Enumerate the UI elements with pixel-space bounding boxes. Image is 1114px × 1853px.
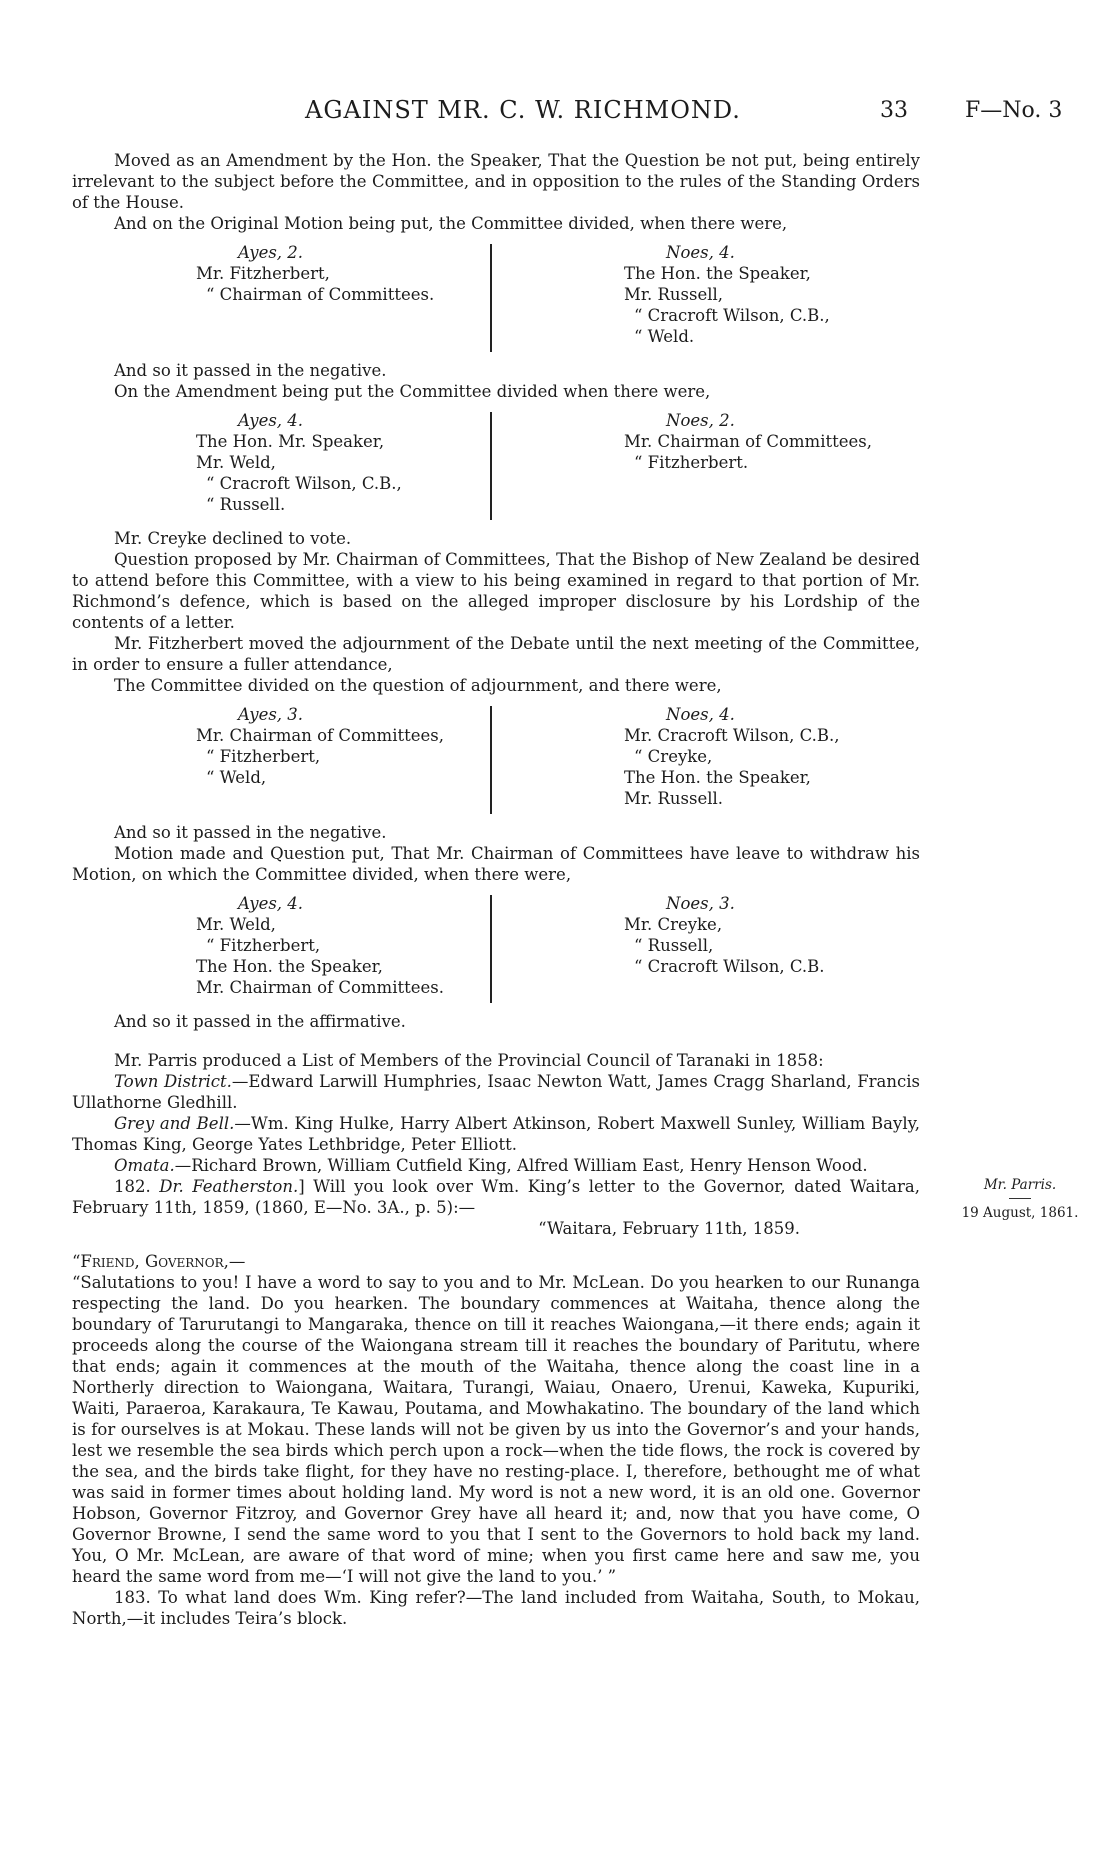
margin-note	[955, 1175, 1085, 1224]
question-183: 183. To what land does Wm. King refer?—The land included from Waitaha, South, to Mokau, North,—it includes Teira’s block.	[72, 1588, 920, 1628]
noes-member: “ Creyke,	[634, 747, 713, 766]
ayes-member: Mr. Chairman of Committees.	[196, 978, 444, 997]
question-number: 182.	[114, 1177, 151, 1196]
question-text: ] Will you look over Wm. King’s letter to the Governor, dated Waitara, February 11th, 1859, (1860, E—No. 3A., p. 5):—	[72, 1177, 920, 1217]
ayes-member: “ Fitzherbert,	[206, 936, 321, 955]
margin-witness-name: Mr. Parris.	[983, 1177, 1057, 1193]
creyke-declined: Mr. Creyke declined to vote.	[114, 529, 352, 548]
page-body	[72, 150, 920, 1629]
letter-block	[72, 1251, 920, 1587]
noes-member: The Hon. the Speaker,	[624, 768, 811, 787]
ayes-member: “ Weld,	[206, 768, 267, 787]
ayes-member: “ Cracroft Wilson, C.B.,	[206, 474, 402, 493]
amendment-paragraph: Moved as an Amendment by the Hon. the Speaker, That the Question be not put, being entirely irrelevant to the subject before the Committee, and in opposition to the rules of the Standing Orders of the House.	[72, 151, 920, 212]
document-reference: F—No. 3	[965, 98, 1063, 123]
omata-names: —Richard Brown, William Cutfield King, Alfred William East, Henry Henson Wood.	[174, 1156, 868, 1175]
noes-column	[624, 242, 830, 347]
ayes-heading: Ayes, 2.	[238, 243, 304, 262]
noes-member: Mr. Russell,	[624, 285, 724, 304]
column-divider	[490, 706, 492, 814]
page-header	[0, 96, 1114, 130]
noes-member: Mr. Russell.	[624, 789, 724, 808]
column-divider	[490, 244, 492, 352]
ayes-member: “ Fitzherbert,	[206, 747, 321, 766]
town-district-label: Town District.	[114, 1072, 232, 1091]
ayes-heading: Ayes, 3.	[238, 705, 304, 724]
ayes-column	[196, 893, 444, 998]
ayes-member: Mr. Chairman of Committees,	[196, 726, 444, 745]
motion-withdraw-paragraph: Motion made and Question put, That Mr. Chairman of Committees have leave to withdraw his Motion, on which the Committee divided, when there were,	[72, 844, 920, 884]
noes-member: Mr. Creyke,	[624, 915, 723, 934]
noes-member: “ Fitzherbert.	[634, 453, 749, 472]
noes-heading: Noes, 4.	[666, 243, 735, 262]
grey-bell-members	[72, 1113, 920, 1155]
original-motion-paragraph: And on the Original Motion being put, the Committee divided, when there were,	[114, 214, 788, 233]
noes-heading: Noes, 3.	[666, 894, 735, 913]
noes-column	[624, 893, 824, 977]
amendment-put-paragraph: On the Amendment being put the Committee divided when there were,	[114, 382, 711, 401]
parris-list-intro: Mr. Parris produced a List of Members of the Provincial Council of Taranaki in 1858:	[114, 1051, 824, 1070]
ayes-heading: Ayes, 4.	[238, 894, 304, 913]
running-title: AGAINST MR. C. W. RICHMOND.	[305, 96, 741, 124]
letter-salutation: “Friend, Governor,—	[72, 1252, 246, 1271]
negative-result-2: And so it passed in the negative.	[114, 823, 387, 842]
ayes-heading: Ayes, 4.	[238, 411, 304, 430]
ayes-column	[196, 410, 402, 515]
noes-member: Mr. Cracroft Wilson, C.B.,	[624, 726, 840, 745]
column-divider	[490, 412, 492, 520]
letter-body: “Salutations to you! I have a word to say to you and to Mr. McLean. Do you hearken to our Runanga respecting the land. Do you hearken. The boundary commences at Waitaha, thence along the boundary of Tarurutangi to Mangaraka, thence on till it reaches Waiongana,—it there ends; again it proceeds along the course of the Waiongana stream till it reaches the boundary of Paritutu, where that ends; again it commences at the mouth of the Waitaha, thence along the coast line in a Northerly direction to Waiongana, Waitara, Turangi, Waiau, Onaero, Urenui, Kaweka, Kupuriki, Waiti, Paraeroa, Karakaura, Te Kawau, Poutama, and Mowhakatino. The boundary of the land which is for ourselves is at Mokau. These lands will not be given by us into the Governor’s and your hands, lest we resemble the sea birds which perch upon a rock—when the tide flows, the rock is covered by the sea, and the birds take flight, for they have no resting-place. I, therefore, bethought me of what was said in former times about holding land. My word is not a new word, it is an old one. Governor Hobson, Governor Fitzroy, and Governor Grey have all heard it; and, now that you have come, O Governor Browne, I send the same word to you that I sent to the Governors to hold back my land. You, O Mr. McLean, are aware of that word of mine; when you first came here and saw me, you heard the same word from me—‘I will not give the land to you.’ ”	[72, 1273, 920, 1586]
grey-bell-label: Grey and Bell.	[114, 1114, 235, 1133]
question-bishop-paragraph: Question proposed by Mr. Chairman of Committees, That the Bishop of New Zealand be desired to attend before this Committee, with a view to his being examined in regard to that portion of Mr. Richmond’s defence, which is based on the alleged improper disclosure by his Lordship of the contents of a letter.	[72, 550, 920, 632]
ayes-member: Mr. Fitzherbert,	[196, 264, 330, 283]
question-182	[72, 1176, 920, 1218]
noes-member: The Hon. the Speaker,	[624, 264, 811, 283]
column-divider	[490, 895, 492, 1003]
noes-column	[624, 410, 872, 473]
noes-heading: Noes, 4.	[666, 705, 735, 724]
ayes-member: The Hon. Mr. Speaker,	[196, 432, 385, 451]
divided-adjournment: The Committee divided on the question of adjournment, and there were,	[114, 676, 722, 695]
page-number: 33	[880, 98, 908, 123]
division-list-3	[72, 704, 920, 814]
division-list-4	[72, 893, 920, 1003]
ayes-member: The Hon. the Speaker,	[196, 957, 383, 976]
ayes-column	[196, 704, 444, 788]
noes-column	[624, 704, 840, 809]
noes-member: “ Cracroft Wilson, C.B.,	[634, 306, 830, 325]
noes-member: “ Russell,	[634, 936, 714, 955]
margin-divider	[1009, 1198, 1031, 1199]
division-list-2	[72, 410, 920, 520]
negative-result-1: And so it passed in the negative.	[114, 361, 387, 380]
ayes-member: Mr. Weld,	[196, 915, 276, 934]
division-list-1	[72, 242, 920, 352]
affirmative-result: And so it passed in the affirmative.	[114, 1012, 406, 1031]
town-district-names: —Edward Larwill Humphries, Isaac Newton Watt, James Cragg Sharland, Francis Ullathorne Gledhill.	[72, 1072, 920, 1112]
noes-heading: Noes, 2.	[666, 411, 735, 430]
noes-member: “ Weld.	[634, 327, 695, 346]
grey-bell-names: —Wm. King Hulke, Harry Albert Atkinson, Robert Maxwell Sunley, William Bayly, Thomas King, George Yates Lethbridge, Peter Elliott.	[72, 1114, 920, 1154]
noes-member: Mr. Chairman of Committees,	[624, 432, 872, 451]
section-spacer	[72, 1239, 920, 1251]
section-spacer	[72, 1032, 920, 1050]
omata-members	[72, 1155, 920, 1176]
town-district-members	[72, 1071, 920, 1113]
ayes-member: “ Russell.	[206, 495, 286, 514]
ayes-member: “ Chairman of Committees.	[206, 285, 435, 304]
noes-member: “ Cracroft Wilson, C.B.	[634, 957, 825, 976]
ayes-member: Mr. Weld,	[196, 453, 276, 472]
margin-date: 19 August, 1861.	[961, 1205, 1079, 1221]
omata-label: Omata.	[114, 1156, 175, 1175]
adjournment-paragraph: Mr. Fitzherbert moved the adjournment of the Debate until the next meeting of the Committee, in order to ensure a fuller attendance,	[72, 634, 920, 674]
letter-dateline: “Waitara, February 11th, 1859.	[538, 1219, 800, 1238]
ayes-column	[196, 242, 434, 305]
questioner-name: Dr. Featherston.	[159, 1177, 299, 1196]
